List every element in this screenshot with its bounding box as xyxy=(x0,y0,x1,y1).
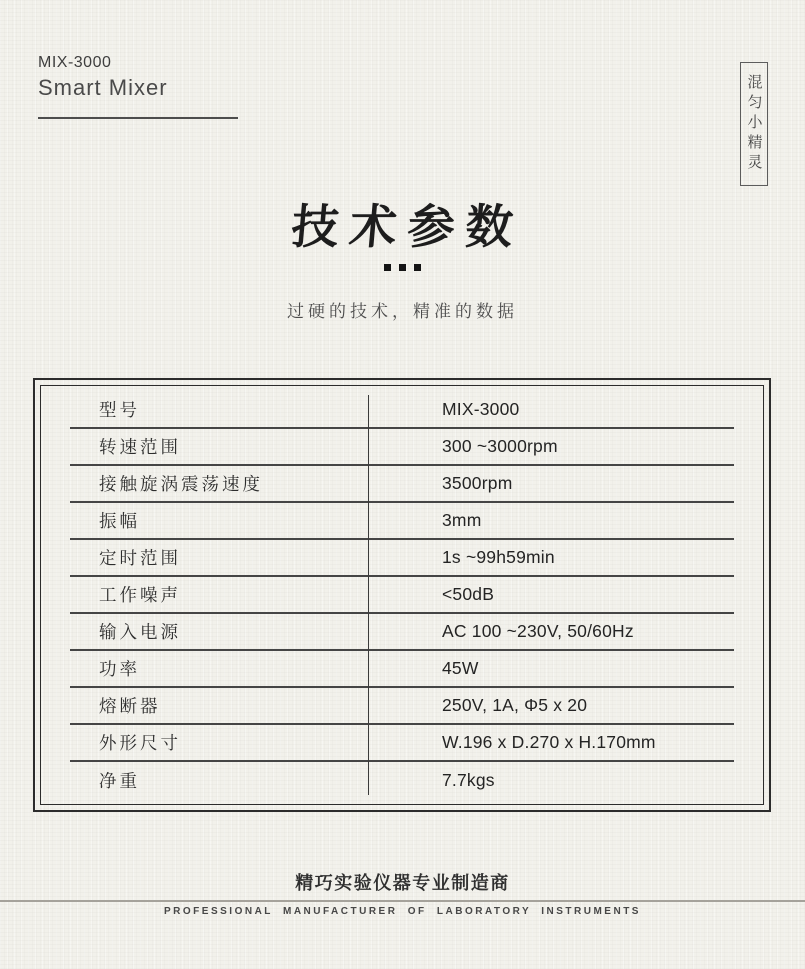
spec-row-dimensions xyxy=(70,725,734,762)
spec-label: 净重 xyxy=(99,771,140,791)
spec-row-speed-range xyxy=(70,429,734,466)
spec-label: 接触旋涡震荡速度 xyxy=(99,474,263,494)
footer-slogan-cn: 精巧实验仪器专业制造商 xyxy=(295,873,510,893)
spec-value: <50dB xyxy=(442,584,495,604)
spec-row-amplitude xyxy=(70,503,734,540)
spec-value: MIX-3000 xyxy=(442,399,520,419)
brand-underline xyxy=(38,117,238,119)
title-dots-decoration xyxy=(0,264,805,271)
spec-row-fuse xyxy=(70,688,734,725)
brand-product-name: Smart Mixer xyxy=(38,75,168,100)
spec-value: 7.7kgs xyxy=(442,770,495,790)
spec-value: 45W xyxy=(442,658,479,678)
section-subtitle: 过硬的技术，精准的数据 xyxy=(287,302,518,321)
spec-label: 工作噪声 xyxy=(99,585,181,605)
spec-table xyxy=(40,385,764,805)
dot-icon xyxy=(399,264,406,271)
spec-row-model xyxy=(70,392,734,429)
brand-model-text: MIX-3000 xyxy=(38,54,112,71)
spec-row-touch-vortex-speed xyxy=(70,466,734,503)
spec-label: 型号 xyxy=(99,400,140,420)
spec-label: 振幅 xyxy=(99,511,140,531)
spec-value: 1s ~99h59min xyxy=(442,547,555,567)
spec-label: 熔断器 xyxy=(99,696,161,716)
footer-divider-line xyxy=(0,900,805,902)
vertical-tag-label: 混匀小精灵 xyxy=(740,62,768,186)
spec-table-frame xyxy=(33,378,771,812)
spec-row-power xyxy=(70,651,734,688)
dot-icon xyxy=(384,264,391,271)
spec-row-noise xyxy=(70,577,734,614)
spec-label: 转速范围 xyxy=(99,437,181,457)
spec-value: 3mm xyxy=(442,510,482,530)
spec-label: 外形尺寸 xyxy=(99,733,181,753)
spec-value: W.196 x D.270 x H.170mm xyxy=(442,732,656,752)
spec-label: 输入电源 xyxy=(99,622,181,642)
spec-label: 功率 xyxy=(99,659,140,679)
spec-value: 3500rpm xyxy=(442,473,513,493)
spec-row-power-supply xyxy=(70,614,734,651)
dot-icon xyxy=(414,264,421,271)
spec-row-timer-range xyxy=(70,540,734,577)
spec-value: AC 100 ~230V, 50/60Hz xyxy=(442,621,634,641)
brand-header xyxy=(38,54,238,119)
section-title: 技术参数 xyxy=(289,200,527,255)
column-divider-line xyxy=(368,395,369,795)
spec-row-net-weight xyxy=(70,762,734,799)
footer-slogan-en: PROFESSIONAL MANUFACTURER OF LABORATORY INSTRUMENTS xyxy=(164,906,641,917)
spec-value: 300 ~3000rpm xyxy=(442,436,558,456)
spec-value: 250V, 1A, Φ5 x 20 xyxy=(442,695,588,715)
spec-label: 定时范围 xyxy=(99,548,181,568)
